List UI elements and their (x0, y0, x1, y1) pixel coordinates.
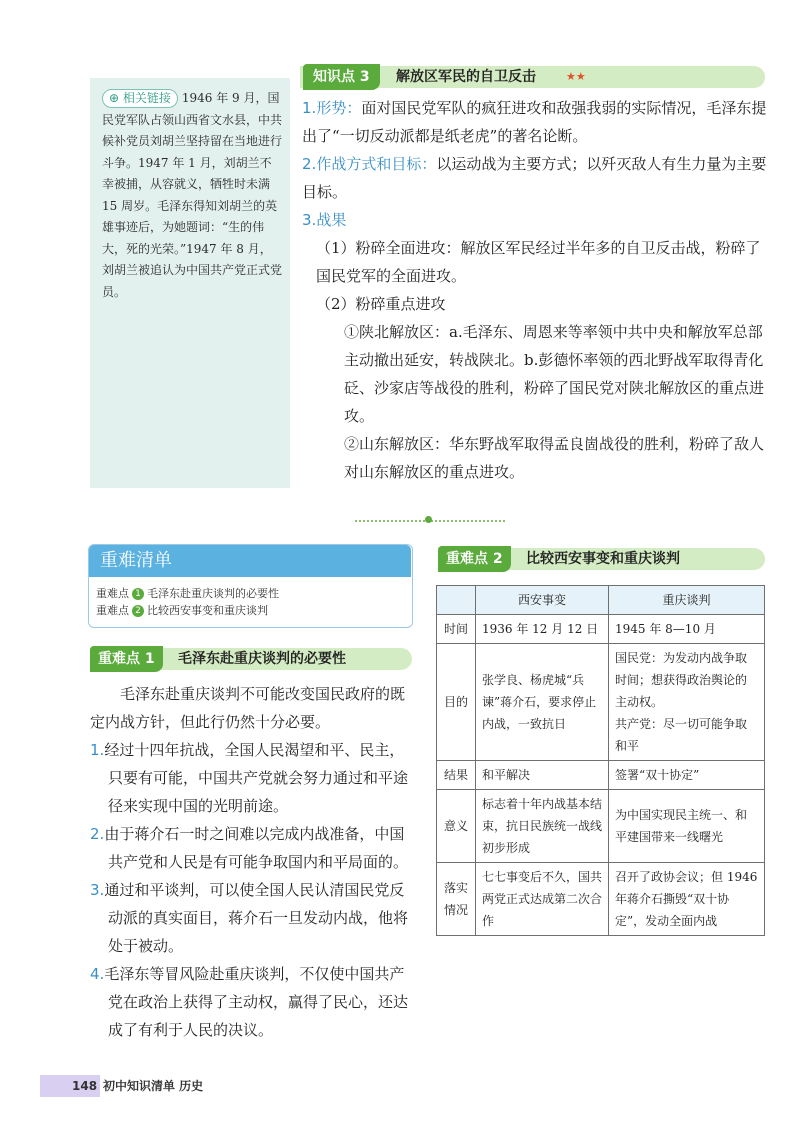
section-tactics: 2.作战方式和目标：以运动战为主要方式；以歼灭敌人有生力量为主要目标。 (302, 155, 767, 201)
point1-intro: 毛泽东赴重庆谈判不可能改变国民政府的既定内战方针，但此行仍然十分必要。 (90, 685, 406, 731)
table-cell-line: 共产党：尽一切可能争取和平 (615, 717, 748, 753)
number-badge-icon: 1 (132, 588, 144, 600)
knowledge-point-title: 解放区军民的自卫反击 (396, 69, 536, 85)
page-number: 148 (72, 1079, 98, 1093)
table-row (437, 644, 765, 761)
point1-item: 2.由于蒋介石一时之间难以完成内战准备，中国共产党和人民是有可能争取国内和平局面的。 (90, 825, 409, 871)
divider-dot-icon (425, 516, 432, 523)
difficulty-stars-icon: ★★ (566, 70, 586, 83)
comparison-table (436, 585, 765, 936)
knowledge-point-body (302, 94, 768, 486)
table-cell: 1945 年 8—10 月 (609, 615, 765, 644)
key-list-title: 重难清单 (100, 550, 172, 571)
result-item-2: （2）粉碎重点进攻 (316, 295, 446, 313)
table-cell: 1936 年 12 月 12 日 (476, 615, 609, 644)
point1-tag: 重难点 1 (90, 646, 163, 672)
point1-item: 3.通过和平谈判，可以使全国人民认清国民党反动派的真实面目，蒋介石一旦发动内战，他将处于被动。 (90, 881, 409, 955)
point2-title: 比较西安事变和重庆谈判 (526, 551, 680, 567)
knowledge-point-tag: 知识点 3 (303, 64, 380, 90)
point2-tag: 重难点 2 (438, 546, 511, 572)
table-row-label: 目的 (437, 644, 476, 761)
table-row-label: 落实情况 (437, 863, 476, 936)
table-cell: 标志着十年内战基本结束，抗日民族统一战线初步形成 (476, 790, 609, 863)
section-results: 3.战果 (302, 211, 347, 229)
table-header-cell: 重庆谈判 (609, 586, 765, 615)
point1-title: 毛泽东赴重庆谈判的必要性 (178, 651, 346, 667)
table-row (437, 761, 765, 790)
table-row-label: 时间 (437, 615, 476, 644)
table-cell: 张学良、杨虎城“兵谏”蒋介石，要求停止内战，一致抗日 (476, 644, 609, 761)
table-cell: 为中国实现民主统一、和平建国带来一线曙光 (609, 790, 765, 863)
result-item-shaanbei: ①陕北解放区：a.毛泽东、周恩来等率领中共中央和解放军总部主动撤出延安，转战陕北。b.彭德怀率领的西北野战军取得青化砭、沙家店等战役的胜利，粉碎了国民党对陕北解放区的重点进攻。 (344, 323, 765, 425)
table-header-row (437, 586, 765, 615)
table-header-cell: 西安事变 (476, 586, 609, 615)
table-cell: 签署“双十协定” (609, 761, 765, 790)
section-situation: 1.形势：面对国民党军队的疯狂进攻和敌强我弱的实际情况，毛泽东提出了“一切反动派都是纸老虎”的著名论断。 (302, 99, 767, 145)
table-cell: 召开了政协会议；但 1946 年蒋介石撕毁“双十协定”，发动全面内战 (609, 863, 765, 936)
table-cell-line: 国民党：为发动内战争取时间；想获得政治舆论的主动权。 (615, 651, 748, 709)
related-link-sidebar (90, 78, 290, 488)
result-item-shandong: ②山东解放区：华东野战军取得孟良崮战役的胜利，粉碎了敌人对山东解放区的重点进攻。 (344, 435, 765, 481)
table-cell: 和平解决 (476, 761, 609, 790)
key-list-item-2: 重难点 2 比较西安事变和重庆谈判 (96, 604, 268, 617)
book-title: 初中知识清单 历史 (103, 1079, 204, 1093)
table-row (437, 790, 765, 863)
table-cell: 七七事变后不久，国共两党正式达成第二次合作 (476, 863, 609, 936)
point1-body (90, 680, 415, 1044)
table-header-cell (437, 586, 476, 615)
related-link-text (102, 88, 282, 303)
related-link-tag: ⊕ 相关链接 (102, 89, 178, 108)
table-row-label: 结果 (437, 761, 476, 790)
key-list-item-1: 重难点 1 毛泽东赴重庆谈判的必要性 (96, 587, 279, 600)
point1-item: 1.经过十四年抗战，全国人民渴望和平、民主，只要有可能，中国共产党就会努力通过和平途径来实现中国的光明前途。 (90, 741, 409, 815)
table-row (437, 615, 765, 644)
table-cell (609, 644, 765, 761)
result-item-1: （1）粉碎全面进攻：解放区军民经过半年多的自卫反击战，粉碎了国民党军的全面进攻。 (316, 239, 761, 285)
number-badge-icon: 2 (132, 605, 144, 617)
table-row-label: 意义 (437, 790, 476, 863)
table-row (437, 863, 765, 936)
point1-item: 4.毛泽东等冒风险赴重庆谈判，不仅使中国共产党在政治上获得了主动权，赢得了民心，还达成了有利于人民的决议。 (90, 965, 409, 1039)
related-link-body: 1946 年 9 月，国民党军队占领山西省文水县，中共候补党员刘胡兰坚持留在当地进行斗争。1947 年 1 月，刘胡兰不幸被捕，从容就义，牺牲时未满 15 周岁。毛泽东得知刘胡兰的英雄事迹后，为她题词：“生的伟大，死的光荣。”1947 年 8 月，刘胡兰被追认为中国共产党正式党员。 (102, 91, 283, 299)
